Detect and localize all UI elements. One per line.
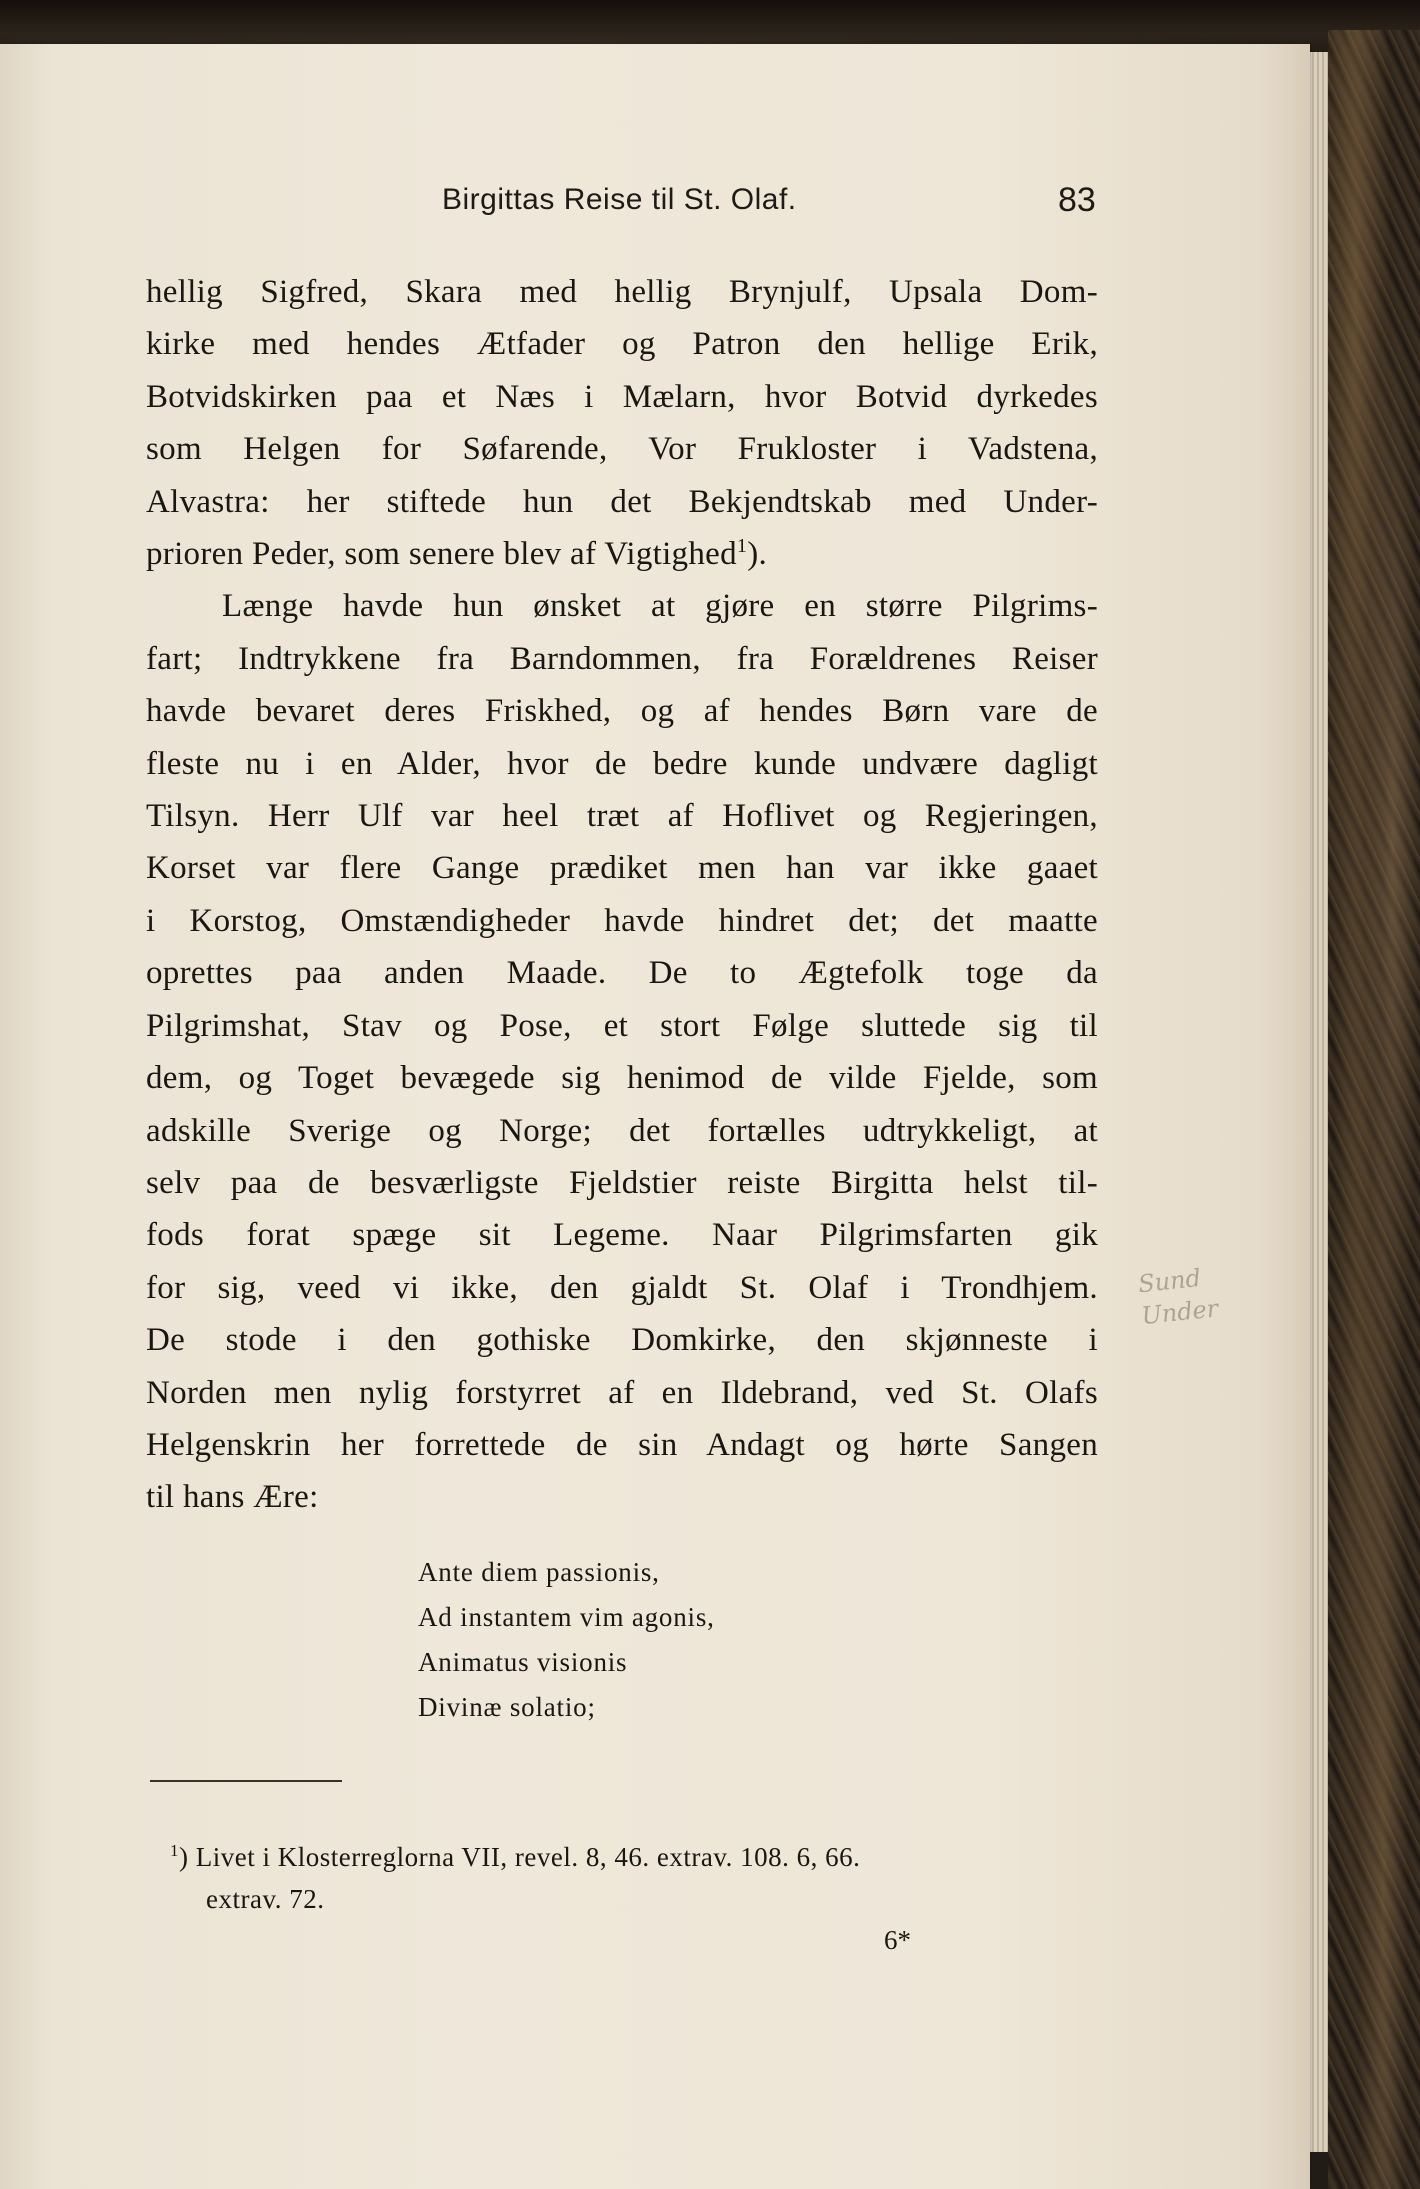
text-line: hellig Sigfred, Skara med hellig Brynjulf, Upsala Dom- xyxy=(146,274,1098,310)
text-line: fods forat spæge sit Legeme. Naar Pilgrimsfarten gik xyxy=(146,1217,1098,1254)
body-text xyxy=(146,266,1098,1524)
hymn-line: Divinæ solatio; xyxy=(418,1692,596,1722)
pencil-marginalia xyxy=(1137,1256,1264,1338)
signature-mark: 6* xyxy=(884,1925,911,1955)
text-line: oprettes paa anden Maade. De to Ægtefolk toge da xyxy=(146,955,1098,992)
footnote-line: extrav. 72. xyxy=(206,1884,325,1914)
paragraph-1 xyxy=(146,266,1098,580)
footnote-rule xyxy=(150,1780,342,1782)
footnote-line xyxy=(170,1830,1100,1878)
footnote xyxy=(170,1830,1100,1920)
text-line: adskille Sverige og Norge; det fortælles udtrykkeligt, at xyxy=(146,1112,1098,1149)
text-line: Pilgrimshat, Stav og Pose, et stort Følge sluttede sig til xyxy=(146,1007,1098,1044)
text-line: i Korstog, Omstændigheder havde hindret det; det maatte xyxy=(146,902,1098,939)
text-line-content: prioren Peder, som senere blev af Vigtighed xyxy=(146,536,737,573)
hymn-line: Animatus visionis xyxy=(418,1647,628,1677)
text-line: Botvidskirken paa et Næs i Mælarn, hvor Botvid dyrkedes xyxy=(146,378,1098,415)
marginalia-line: Sund xyxy=(1136,1263,1203,1299)
footnote-text: ) Livet i Klosterreglorna VII, revel. 8, 46. extrav. 108. 6, 66. xyxy=(179,1842,861,1872)
page-number: 83 xyxy=(1058,181,1096,219)
hymn-line: Ante diem passionis, xyxy=(418,1557,660,1587)
marginalia-line: Under xyxy=(1140,1294,1220,1331)
latin-hymn xyxy=(418,1550,715,1730)
text-line: som Helgen for Søfarende, Vor Frukloster i Vadstena, xyxy=(146,431,1098,468)
marbled-cover-edge xyxy=(1328,30,1420,2189)
footnote-marker: 1 xyxy=(170,1841,179,1860)
text-line-last: til hans Ære: xyxy=(146,1479,319,1516)
text-line: Tilsyn. Herr Ulf var heel træt af Hoflivet og Regjeringen, xyxy=(146,798,1098,835)
text-line: selv paa de besværligste Fjeldstier reiste Birgitta helst til- xyxy=(146,1164,1098,1201)
text-line: havde bevaret deres Friskhed, og af hendes Børn vare de xyxy=(146,693,1098,730)
footnote-reference: 1 xyxy=(736,535,748,558)
text-line: Længe havde hun ønsket at gjøre en større Pilgrims- xyxy=(222,588,1098,625)
text-line-last xyxy=(146,528,1098,580)
hymn-line: Ad instantem vim agonis, xyxy=(418,1602,715,1632)
text-line: kirke med hendes Ætfader og Patron den hellige Erik, xyxy=(146,326,1098,363)
text-line: De stode i den gothiske Domkirke, den skjønneste i xyxy=(146,1322,1098,1359)
text-line: fart; Indtrykkene fra Barndommen, fra Forældrenes Reiser xyxy=(146,640,1098,677)
text-line: Alvastra: her stiftede hun det Bekjendtskab med Under- xyxy=(146,483,1098,520)
text-line: for sig, veed vi ikke, den gjaldt St. Olaf i Trondhjem. xyxy=(146,1269,1098,1306)
text-line: Helgenskrin her forrettede de sin Andagt og hørte Sangen xyxy=(146,1426,1098,1463)
running-head: Birgittas Reise til St. Olaf. xyxy=(442,183,797,216)
text-line-ending: ). xyxy=(747,536,768,573)
text-line: Korset var flere Gange prædiket men han var ikke gaaet xyxy=(146,850,1098,887)
text-line: Norden men nylig forstyrret af en Ildebrand, ved St. Olafs xyxy=(146,1374,1098,1411)
paragraph-2 xyxy=(146,580,1098,1523)
text-line: fleste nu i en Alder, hvor de bedre kunde undvære dagligt xyxy=(146,745,1098,782)
text-line: dem, og Toget bevægede sig henimod de vilde Fjelde, som xyxy=(146,1060,1098,1097)
